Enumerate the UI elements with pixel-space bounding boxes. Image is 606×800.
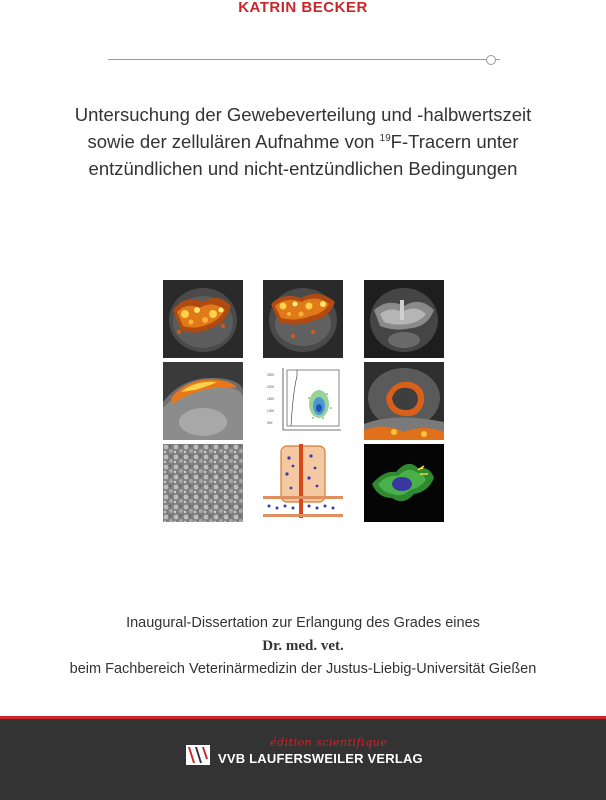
cell-diagram-illustration xyxy=(263,444,343,522)
mri-hotspot-image-1 xyxy=(163,280,243,358)
mri-hotspot-image-2 xyxy=(263,280,343,358)
publisher-logo-icon xyxy=(186,745,210,765)
svg-text:250K: 250K xyxy=(267,373,275,377)
title-line-2-start: sowie der zellulären Aufnahme von xyxy=(87,131,380,152)
dissertation-line-1: Inaugural-Dissertation zur Erlangung des Grades eines xyxy=(126,615,480,631)
title-superscript: 19 xyxy=(379,133,391,144)
thesis-title xyxy=(40,101,566,182)
decorative-rule xyxy=(108,59,488,60)
svg-text:200K: 200K xyxy=(267,385,275,389)
svg-text:100K: 100K xyxy=(267,409,275,413)
rule-tail xyxy=(496,59,500,60)
title-line-3: entzündlichen und nicht-entzündlichen Bedingungen xyxy=(88,158,518,179)
cover-image-grid xyxy=(163,280,444,522)
dissertation-statement xyxy=(20,612,586,681)
degree-name: Dr. med. vet. xyxy=(262,638,344,654)
fluorescence-cell-image xyxy=(364,444,444,522)
svg-text:150K: 150K xyxy=(267,397,275,401)
svg-text:50K: 50K xyxy=(267,421,273,425)
publisher-script-text: édition scientifique xyxy=(270,736,388,749)
title-line-2 xyxy=(40,128,566,155)
flow-cytometry-plot xyxy=(263,362,343,440)
rule-end-circle-icon xyxy=(486,55,496,65)
mri-anatomy-image xyxy=(364,280,444,358)
mri-inflammation-image xyxy=(364,362,444,440)
dissertation-line-3: beim Fachbereich Veterinärmedizin der Justus-Liebig-Universität Gießen xyxy=(69,661,537,677)
title-line-2-end: F-Tracern unter xyxy=(390,131,519,152)
mri-overlay-image xyxy=(163,362,243,440)
author-name: KATRIN BECKER xyxy=(238,0,368,16)
publisher-name: VVB LAUFERSWEILER VERLAG xyxy=(218,751,423,766)
microscopy-grayscale-image xyxy=(163,444,243,522)
title-line-1: Untersuchung der Gewebeverteilung und -halbwertszeit xyxy=(74,104,532,125)
